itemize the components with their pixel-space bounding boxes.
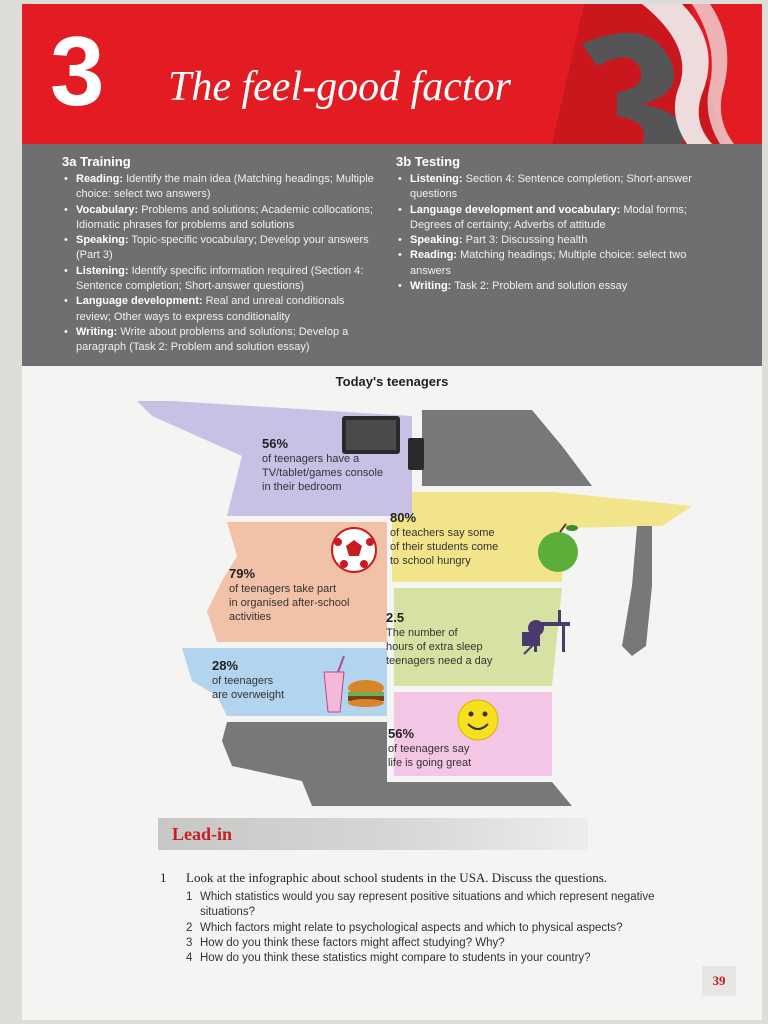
unit-objectives-panel — [22, 144, 762, 366]
sub-question-text: Which statistics would you say represent positive situations and which represent negative situations? — [200, 891, 655, 918]
objective-label: Writing: — [410, 280, 452, 293]
stat-line: life is going great — [388, 757, 472, 769]
objective-label: Reading: — [76, 173, 124, 185]
objective-item — [62, 294, 380, 325]
training-column — [62, 154, 380, 356]
stat-line: of teachers say some — [390, 527, 495, 539]
objective-label: Writing: — [76, 325, 118, 338]
textbook-page — [22, 4, 762, 1020]
tassel-shape — [622, 526, 652, 656]
objective-text: Part 3: Discussing health — [462, 234, 588, 247]
objective-item — [396, 172, 716, 203]
objective-label: Language development: — [76, 295, 203, 308]
chapter-title: The feel-good factor — [168, 64, 511, 110]
objective-label: Listening: — [76, 264, 129, 277]
objective-text: Identify specific information required (Section 4: Sentence completion; Short-answer questions) — [76, 264, 364, 293]
objective-item — [62, 264, 380, 295]
sub-question-text: How do you think these statistics might compare to students in your country? — [200, 952, 591, 964]
sub-question-number: 1 — [186, 891, 193, 903]
stat-line: are overweight — [212, 689, 285, 701]
stat-value: 56% — [388, 726, 415, 741]
objective-label: Language development and vocabulary: — [410, 203, 621, 216]
decorative-3-graphic — [522, 4, 762, 144]
stat-life-going-great — [388, 726, 471, 770]
stat-line: to school hungry — [390, 555, 471, 567]
objective-label: Vocabulary: — [76, 203, 139, 216]
objective-text: Modal forms; Degrees of certainty; Adverbs of attitude — [410, 203, 687, 231]
stat-line: hours of extra sleep — [386, 641, 483, 653]
objective-text: Write about problems and solutions; Develop a paragraph (Task 2: Problem and solution essay) — [76, 325, 349, 354]
stat-line: of teenagers take part — [229, 583, 337, 595]
stat-line: teenagers need a day — [386, 655, 493, 667]
objective-item — [396, 279, 716, 294]
stat-line: of teenagers say — [388, 743, 470, 755]
training-list — [62, 172, 380, 356]
objective-text: Matching headings; Multiple choice: select two answers — [410, 249, 687, 277]
sub-question-number: 3 — [186, 937, 193, 949]
question-text: Look at the infographic about school students in the USA. Discuss the questions. — [186, 870, 608, 885]
stat-line: of teenagers — [212, 675, 274, 687]
stat-line: TV/tablet/games console — [262, 467, 384, 479]
objective-item — [396, 248, 716, 279]
stat-students-hungry — [390, 510, 498, 568]
sub-question-text: How do you think these factors might affect studying? Why? — [200, 937, 505, 949]
objective-item — [396, 203, 716, 234]
stat-value: 79% — [229, 566, 256, 581]
sub-question-text: Which factors might relate to psychological aspects and which to physical aspects? — [200, 922, 623, 934]
objective-item — [62, 203, 380, 234]
objective-item — [62, 172, 380, 203]
objective-label: Speaking: — [76, 234, 129, 247]
stat-line: The number of — [386, 627, 458, 639]
objective-text: Real and unreal conditionals review; Other ways to express conditionality — [76, 295, 345, 323]
lead-in-heading-bar — [158, 818, 588, 850]
objective-item — [62, 233, 380, 264]
stat-line: of their students come — [390, 541, 499, 553]
objective-label: Speaking: — [410, 234, 463, 247]
training-heading: 3a Training — [62, 154, 131, 169]
stat-value: 80% — [390, 510, 417, 525]
stat-tv-in-bedroom — [262, 436, 383, 494]
stat-value: 2.5 — [386, 610, 405, 625]
testing-column — [396, 154, 716, 294]
cap-top-shape — [422, 410, 592, 486]
stat-overweight — [212, 658, 284, 702]
infographic-title: Today's teenagers — [335, 374, 449, 389]
objective-text: Problems and solutions; Academic collocations; Idiomatic phrases for problems and solutions — [76, 203, 373, 231]
sub-question-number: 2 — [186, 922, 193, 934]
page-number: 39 — [702, 966, 736, 996]
objective-text: Section 4: Sentence completion; Short-answer questions — [410, 173, 692, 201]
sub-question-number: 4 — [186, 952, 193, 964]
testing-list — [396, 172, 716, 294]
lead-in-heading: Lead-in — [172, 824, 233, 844]
objective-item — [62, 325, 380, 356]
stat-line: in organised after-school — [229, 597, 350, 609]
chapter-number: 3 — [50, 16, 105, 126]
testing-heading: 3b Testing — [396, 154, 461, 169]
objective-label: Reading: — [410, 249, 458, 262]
stat-value: 56% — [262, 436, 289, 451]
stat-line: of teenagers have a — [262, 453, 360, 465]
stat-value: 28% — [212, 658, 239, 673]
objective-label: Listening: — [410, 173, 463, 185]
stat-extra-sleep — [386, 610, 492, 668]
objective-text: Topic-specific vocabulary; Develop your answers (Part 3) — [76, 234, 369, 262]
question-number: 1 — [160, 870, 167, 885]
stat-after-school-activities — [229, 566, 349, 624]
stat-line: in their bedroom — [262, 481, 342, 493]
objective-item — [396, 233, 716, 248]
stat-line: activities — [229, 611, 272, 623]
chapter-banner — [22, 4, 762, 144]
objective-text: Identify the main idea (Matching headings; Multiple choice: select two answers) — [76, 173, 374, 201]
objective-text: Task 2: Problem and solution essay — [451, 280, 628, 293]
